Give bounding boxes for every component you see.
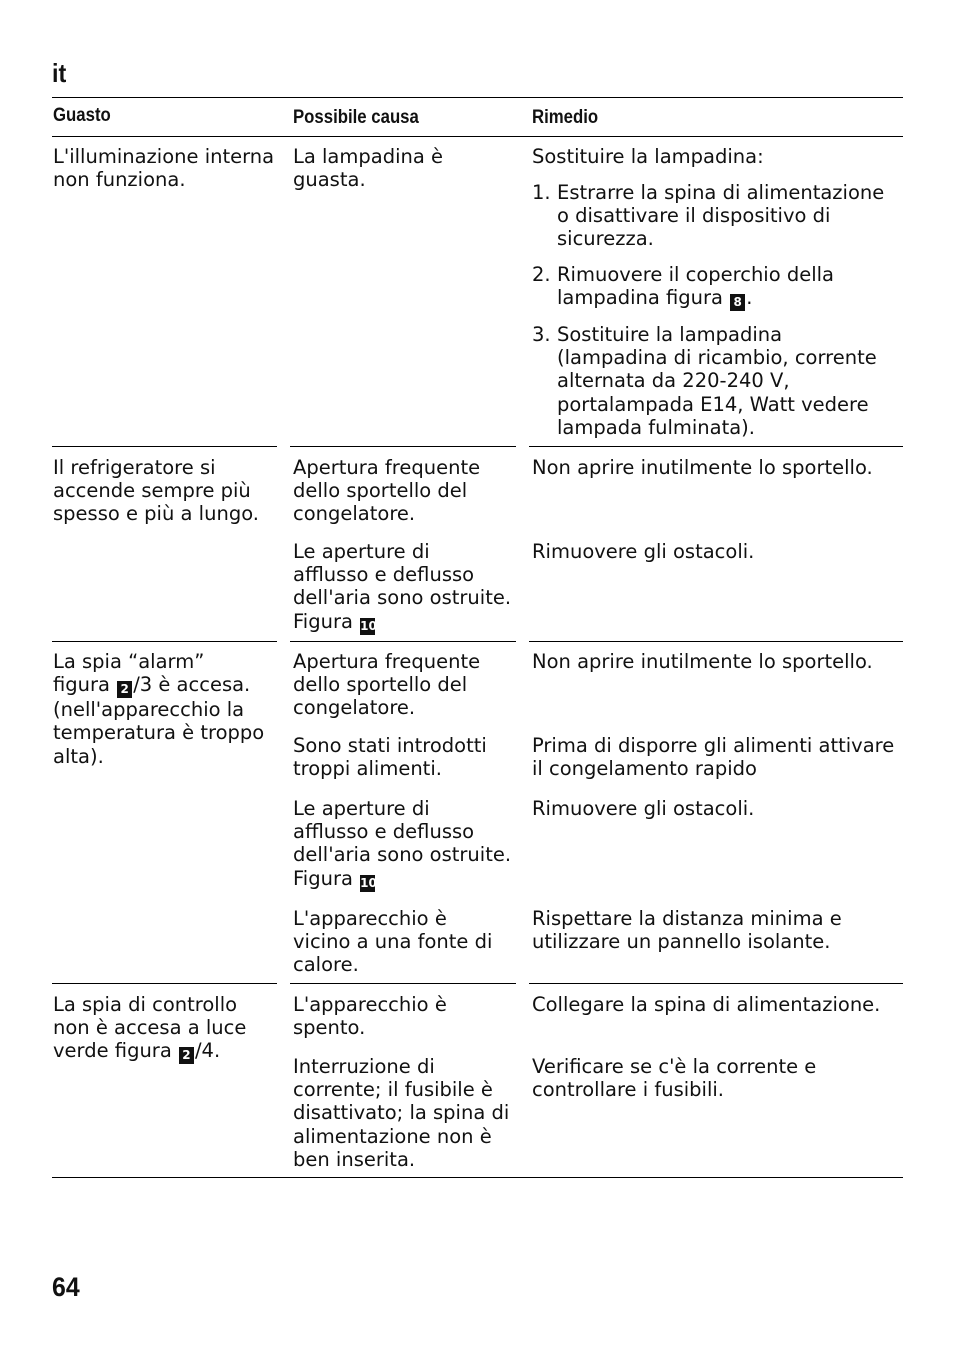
row3-remedy1: Non aprire inutilmente lo sportello. (532, 650, 873, 673)
row1-rule-col2 (290, 446, 516, 447)
step3-text: Sostituire la lampadina (lampadina di ricambio, corrente alternata da 220-240 V, portalampada E14, Watt vedere lampada fulminata). (557, 323, 877, 439)
step1-text: Estrarre la spina di alimentazione o disattivare il dispositivo di sicurezza. (557, 181, 885, 251)
row4-fault: La spia di controllo non è accesa a luce verde figura 2 /4. (53, 993, 247, 1063)
header-bottom-rule (52, 136, 903, 137)
row2-fault: Il refrigeratore si accende sempre più spesso e più a lungo. (53, 456, 259, 526)
step3-number: 3. (532, 323, 551, 346)
row1-fault: L'illuminazione interna non funziona. (53, 145, 275, 192)
header-fault: Guasto (53, 104, 111, 126)
step2-text: Rimuovere il coperchio della lampadina figura 8 . (557, 263, 835, 310)
row2-remedy1: Non aprire inutilmente lo sportello. (532, 456, 873, 479)
figure-2-icon: 2 (117, 681, 132, 698)
row3-rule-col1 (52, 983, 277, 984)
table-bottom-rule (52, 1177, 903, 1178)
row3-cause4: L'apparecchio è vicino a una fonte di calore. (293, 907, 493, 977)
row3-remedy3: Rimuovere gli ostacoli. (532, 797, 755, 820)
row1-remedy-intro: Sostituire la lampadina: (532, 145, 764, 168)
row3-rule-col2 (290, 983, 516, 984)
row2-cause1: Apertura frequente dello sportello del congelatore. (293, 456, 481, 526)
row2-rule-col3 (529, 641, 903, 642)
row3-cause3: Le aperture di afflusso e deflusso dell'aria sono ostruite. Figura 10 (293, 797, 512, 890)
row3-remedy4: Rispettare la distanza minima e utilizzare un pannello isolante. (532, 907, 842, 954)
step1-number: 1. (532, 181, 551, 204)
row4-remedy1: Collegare la spina di alimentazione. (532, 993, 881, 1016)
row3-cause2: Sono stati introdotti troppi alimenti. (293, 734, 487, 781)
row3-fault: La spia “alarm” figura 2 /3 è accesa. (nell'apparecchio la temperatura è troppo alta). (53, 650, 265, 768)
row2-rule-col2 (290, 641, 516, 642)
row2-remedy2: Rimuovere gli ostacoli. (532, 540, 755, 563)
row1-rule-col1 (52, 446, 277, 447)
row3-rule-col3 (529, 983, 903, 984)
language-code: it (52, 58, 67, 88)
row4-cause1: L'apparecchio è spento. (293, 993, 447, 1040)
row3-remedy2: Prima di disporre gli alimenti attivare il congelamento rapido (532, 734, 895, 781)
figure-8-icon: 8 (730, 294, 745, 311)
row2-rule-col1 (52, 641, 277, 642)
figure-2-icon: 2 (179, 1047, 194, 1064)
step2-number: 2. (532, 263, 551, 286)
header-remedy: Rimedio (532, 106, 599, 128)
row1-rule-col3 (529, 446, 903, 447)
figure-10-icon: 10 (360, 618, 377, 633)
row1-cause: La lampadina è guasta. (293, 145, 444, 192)
row3-cause1: Apertura frequente dello sportello del congelatore. (293, 650, 481, 720)
row4-cause2: Interruzione di corrente; il fusibile è disattivato; la spina di alimentazione non è ben inserita. (293, 1055, 510, 1171)
page-number: 64 (52, 1272, 80, 1302)
figure-10-icon: 10 (360, 875, 377, 890)
row4-remedy2: Verificare se c'è la corrente e controllare i fusibili. (532, 1055, 817, 1102)
row2-cause2: Le aperture di afflusso e deflusso dell'aria sono ostruite. Figura 10 (293, 540, 512, 633)
table-top-rule (52, 97, 903, 98)
header-cause: Possibile causa (293, 106, 419, 128)
